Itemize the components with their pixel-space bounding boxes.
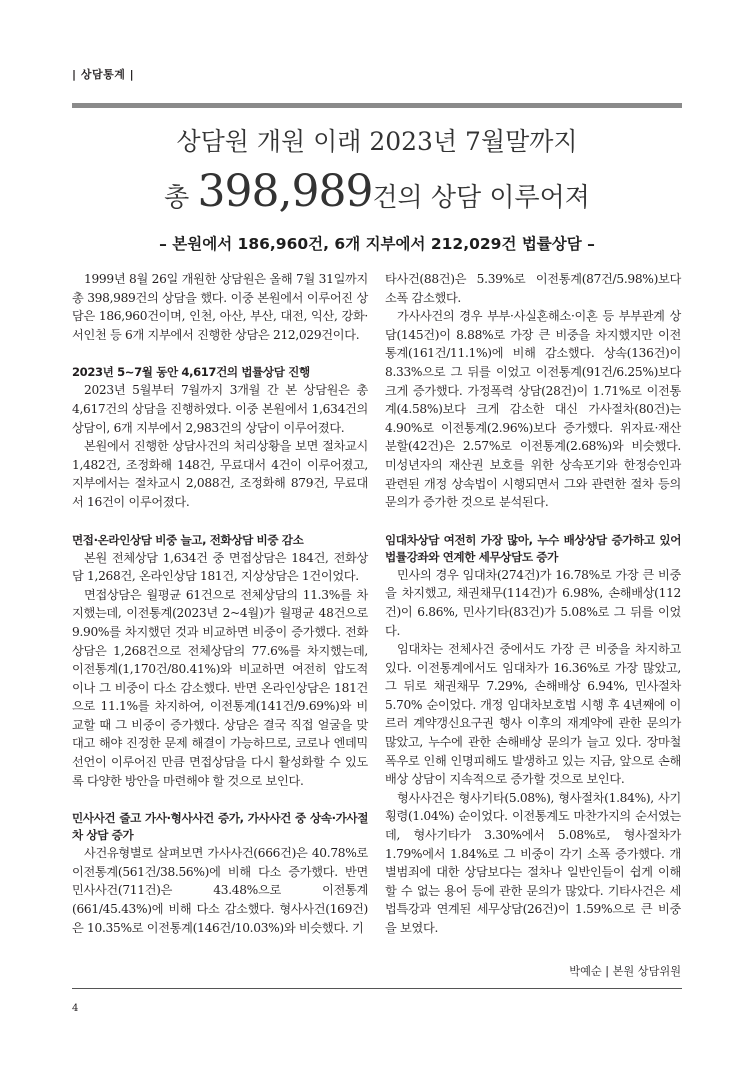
paragraph: 민사의 경우 임대차(274건)가 16.78%로 가장 큰 비중을 차지했고, 채권채무(114건)가 6.98%, 손해배상(112건)이 6.86%, 민사기타(83건)가 5.08%로 그 뒤를 이었다. (385, 567, 681, 638)
paragraph: 2023년 5월부터 7월까지 3개월 간 본 상담원은 총 4,617건의 상담을 진행하였다. 이중 본원에서 1,634건의 상담이, 6개 지부에서 2,983건의 상담이 이루어졌다. (72, 383, 368, 435)
paragraph: 가사사건의 경우 부부·사실혼해소·이혼 등 부부관계 상담(145건)이 8.88%로 가장 큰 비중을 차지했지만 이전통계(161건/11.1%)에 비해 감소했다. 상속(136건)이 8.33%으로 그 뒤를 이었고 이전통계(91건/6.25%)보다 크게 증가했다. 가정폭력 상담(28건)이 1.71%로 이전통계(4.58%)보다 크게 감소한 대신 가사절차(80건)는 4.90%로 이전통계(2.96%)보다 증가했다. 위자료·재산분할(42건)은 2.57%로 이전통계(2.68%)와 비슷했다. 미성년자의 재산권 보호를 위한 상속포기와 한정승인과 관련된 개정 상속법이 시행되면서 그와 관련한 절차 등의 문의가 증가한 것으로 분석된다. (385, 309, 681, 510)
subtitle: – 본원에서 186,960건, 6개 지부에서 212,029건 법률상담 – (159, 235, 595, 253)
headline-line-1: 상담원 개원 이래 2023년 7월말까지 (176, 127, 578, 156)
intro-paragraph: 1999년 8월 26일 개원한 상담원은 올해 7월 31일까지 총 398,989건의 상담을 했다. 이중 본원에서 이루어진 상담은 186,960건이며, 인천, 아산, 부산, 대전, 익산, 강화·서인천 등 6개 지부에서 진행한 상담은 212,029건이다. (72, 272, 368, 342)
bottom-rule (72, 988, 682, 989)
paragraph: 타사건(88건)은 5.39%로 이전통계(87건/5.98%)보다 소폭 감소했다. (385, 272, 681, 305)
top-rule (72, 103, 682, 108)
paragraph: 형사사건은 형사기타(5.08%), 형사절차(1.84%), 사기횡령(1.04%) 순이었다. 이전통계도 마찬가지의 순서였는데, 형사기타가 3.30%에서 5.08%로, 형사절차가 1.79%에서 1.84%로 그 비중이 각기 소폭 증가했다. 개별범죄에 대한 상담보다는 절차나 일반인들이 쉽게 이해할 수 없는 용어 등에 관한 문의가 많았다. 기타사건은 세법특강과 연계된 세무상담(26건)이 1.59%으로 큰 비중을 보였다. (385, 790, 681, 935)
headline-line-2 (72, 166, 682, 224)
paragraph: 임대차는 전체사건 중에서도 가장 큰 비중을 차지하고 있다. 이전통계에서도 임대차가 16.36%로 가장 많았고, 그 뒤로 채권채무 7.29%, 손해배상 6.94%, 민사절차 5.70% 순이었다. 개정 임대차보호법 시행 후 4년째에 이르러 계약갱신요구권 행사 이후의 재계약에 관한 문의가 많았고, 누수에 관한 손해배상 문의가 늘고 있다. 장마철 폭우로 인해 인명피해도 발생하고 있는 지금, 앞으로 손해배상 상담이 지속적으로 증가할 것으로 보인다. (385, 642, 681, 787)
article-column-left (72, 270, 368, 937)
headline-suffix: 건의 상담 이루어져 (372, 183, 590, 213)
section-heading-consultation-count: 2023년 5~7월 동안 4,617건의 법률상담 진행 (72, 365, 310, 380)
headline-prefix: 총 (164, 183, 198, 213)
paragraph: 본원 전체상담 1,634건 중 면접상담은 184건, 전화상담 1,268건, 온라인상담 181건, 지상상담은 1건이었다. (72, 550, 368, 584)
page-number: 4 (72, 1003, 79, 1014)
section-heading-consultation-method: 면접·온라인상담 비중 늘고, 전화상담 비중 감소 (72, 532, 304, 547)
paragraph: 사건유형별로 살펴보면 가사사건(666건)은 40.78%로 이전통계(561건/38.56%)에 비해 다소 증가했다. 반면 민사사건(711건)은 43.48%으로 이전통계(661/45.43%)에 비해 다소 감소했다. 형사사건(169건)은 10.35%로 이전통계(146건/10.03%)와 비슷했다. 기 (72, 846, 368, 935)
section-heading-lease: 임대차상담 여전히 가장 많아, 누수 배상상담 증가하고 있어 법률강좌와 연계한 세무상담도 증가 (385, 532, 681, 564)
paragraph: 면접상담은 월평균 61건으로 전체상담의 11.3%를 차지했는데, 이전통계(2023년 2~4월)가 월평균 48건으로 9.90%를 차지했던 것과 비교하면 비중이 증가했다. 전화상담은 1,268건으로 전체상담의 77.6%를 차지했는데, 이전통계(1,170건/80.41%)와 비교하면 여전히 압도적이나 그 비중이 다소 감소했다. 반면 온라인상담은 181건으로 11.1%를 차지하여, 이전통계(141건/9.69%)와 비교할 때 그 비중이 증가했다. 상담은 결국 직접 얼굴을 맞대고 해야 진정한 문제 해결이 가능하므로, 코로나 엔데믹 선언이 이루어진 만큼 면접상담을 다시 활성화할 수 있도록 다양한 방안을 마련해야 할 것으로 보인다. (72, 587, 368, 788)
article-column-right (385, 270, 681, 938)
paragraph: 본원에서 진행한 상담사건의 처리상황을 보면 절차교시 1,482건, 조정화해 148건, 무료대서 4건이 이루어졌고, 지부에서는 절차교시 2,088건, 조정화해 879건, 무료대서 16건이 이루어졌다. (72, 439, 368, 509)
author-byline: 박예순 | 본원 상담위원 (569, 965, 681, 978)
section-label: | 상담통계 | (72, 68, 135, 81)
section-heading-case-types: 민사사건 줄고 가사·형사사건 증가, 가사사건 중 상속·가사절차 상담 증가 (72, 811, 368, 843)
headline-total-count: 398,989 (197, 166, 373, 217)
